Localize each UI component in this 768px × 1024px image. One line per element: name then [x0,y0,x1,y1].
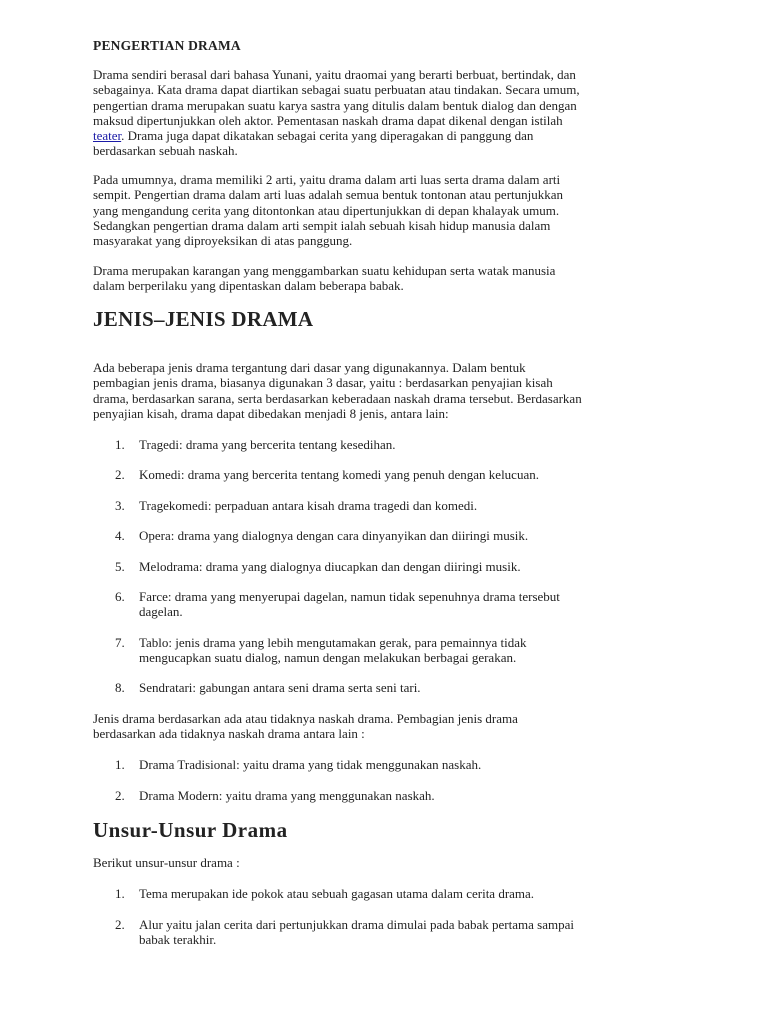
list-text [139,589,679,620]
text-line: Opera: drama yang dialognya dengan cara dinyanyikan dan diiringi musik. [139,528,529,543]
paragraph-unsur-intro [93,855,683,870]
paragraph-karangan [93,263,683,294]
paragraph-jenis-intro [93,360,683,421]
text-line: Berikut unsur-unsur drama : [93,855,240,870]
list-text [139,528,679,543]
text-line: mengucapkan suatu dialog, namun dengan melakukan berbagai gerakan. [139,650,517,666]
text-line: Melodrama: drama yang dialognya diucapkan dan dengan diiringi musik. [139,559,521,574]
text-line: Sedangkan pengertian drama dalam arti sempit ialah sebuah kisah hidup manusia dalam [93,217,551,233]
teater-link[interactable]: teater [93,128,122,144]
text-line: babak terakhir. [139,932,217,948]
list-text [139,788,679,803]
text-line: Drama Modern: yaitu drama yang menggunakan naskah. [139,788,435,803]
text-line: Pada umumnya, drama memiliki 2 arti, yaitu drama dalam arti luas serta drama dalam arti [93,172,561,187]
list-text [139,886,679,901]
list-text [139,757,679,772]
paragraph-pengertian [93,67,683,159]
text-line: Tema merupakan ide pokok atau sebuah gagasan utama dalam cerita drama. [139,886,535,901]
text-line: sebagainya. Kata drama dapat diartikan sebagai suatu perbuatan atau tindakan. Secara umum, [93,82,580,98]
list-number: 4. [115,528,125,543]
text-fragment: . Drama juga dapat dikatakan sebagai cerita yang diperagakan di panggung dan [121,128,534,144]
heading-pengertian-drama: PENGERTIAN DRAMA [93,38,241,53]
paragraph-naskah [93,711,683,742]
text-line: Alur yaitu jalan cerita dari pertunjukkan drama dimulai pada babak pertama sampai [139,917,574,932]
text-line: dalam berperilaku yang dipentaskan dalam beberapa babak. [93,278,404,294]
text-line: Farce: drama yang menyerupai dagelan, namun tidak sepenuhnya drama tersebut [139,589,560,604]
text-line: pembagian jenis drama, biasanya digunakan 3 dasar, yaitu : berdasarkan penyajian kisah [93,375,553,391]
list-number: 5. [115,559,125,574]
text-line: Sendratari: gabungan antara seni drama serta seni tari. [139,680,421,695]
list-text [139,467,679,482]
list-number: 2. [115,917,125,932]
text-line: masyarakat yang diproyeksikan di atas panggung. [93,233,353,249]
list-text [139,680,679,695]
list-text [139,635,679,666]
list-number: 1. [115,437,125,452]
list-text [139,498,679,513]
text-line: Drama Tradisional: yaitu drama yang tidak menggunakan naskah. [139,757,482,772]
list-number: 7. [115,635,125,650]
text-line: Tragekomedi: perpaduan antara kisah drama tragedi dan komedi. [139,498,478,513]
text-line: pengertian drama merupakan suatu karya sastra yang ditulis dalam bentuk dialog dan dengan [93,97,577,113]
text-line: Tragedi: drama yang bercerita tentang kesedihan. [139,437,396,452]
text-line: berdasarkan ada tidaknya naskah drama antara lain : [93,726,365,742]
heading-jenis-drama: JENIS–JENIS DRAMA [93,307,314,331]
list-number: 8. [115,680,125,695]
list-number: 2. [115,467,125,482]
text-line: penyajian kisah, drama dapat dibedakan menjadi 8 jenis, antara lain: [93,405,449,421]
list-text [139,917,679,948]
text-line: berdasarkan sebuah naskah. [93,143,238,159]
text-line: Jenis drama berdasarkan ada atau tidaknya naskah drama. Pembagian jenis drama [93,711,518,726]
list-number: 3. [115,498,125,513]
text-line [93,128,683,143]
text-line: Tablo: jenis drama yang lebih mengutamakan gerak, para pemainnya tidak [139,635,527,650]
list-number: 1. [115,757,125,772]
text-line: Komedi: drama yang bercerita tentang komedi yang penuh dengan kelucuan. [139,467,539,482]
list-number: 2. [115,788,125,803]
text-line: dagelan. [139,604,183,620]
text-line: sempit. Pengertian drama dalam arti luas adalah semua bentuk tontonan atau pertunjukkan [93,187,564,203]
text-line: Drama sendiri berasal dari bahasa Yunani, yaitu draomai yang berarti berbuat, bertindak, dan [93,67,576,82]
list-number: 1. [115,886,125,901]
text-line: drama, berdasarkan sarana, serta berdasarkan keberadaan naskah drama tersebut. Berdasarkan [93,390,582,406]
list-number: 6. [115,589,125,604]
paragraph-arti-drama [93,172,683,248]
text-line: maksud dipertunjukkan oleh aktor. Pementasan naskah drama dapat dikenal dengan istilah [93,112,563,128]
list-text [139,437,679,452]
list-text [139,559,679,574]
heading-unsur-drama: Unsur-Unsur Drama [93,818,288,842]
text-line: Ada beberapa jenis drama tergantung dari dasar yang digunakannya. Dalam bentuk [93,360,526,375]
text-line: Drama merupakan karangan yang menggambarkan suatu kehidupan serta watak manusia [93,263,556,278]
text-line: yang mengandung cerita yang ditontonkan atau dipertunjukkan di depan khalayak umum. [93,202,560,218]
